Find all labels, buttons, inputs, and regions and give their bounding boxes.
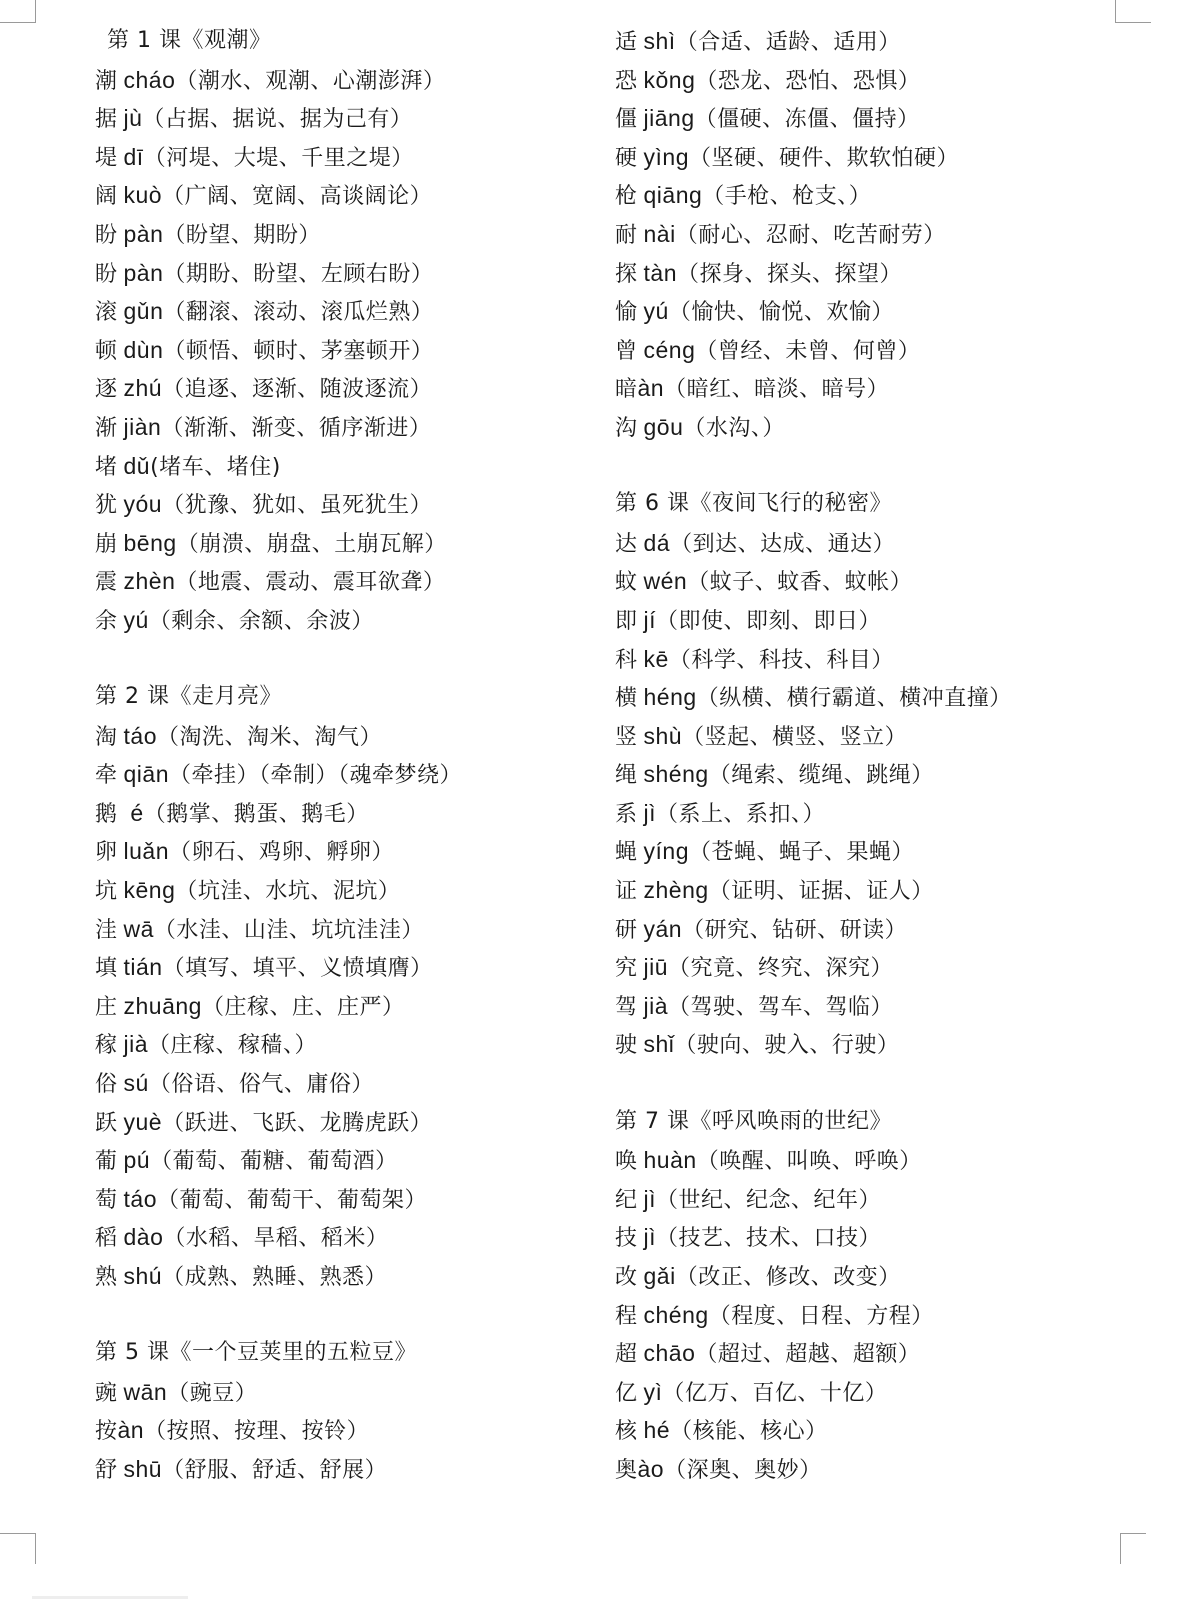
vocab-example-words: （唤醒、叫唤、呼唤） <box>696 1149 922 1175</box>
vocab-entry <box>615 871 1175 910</box>
vocab-entry <box>95 1411 575 1450</box>
vocab-pinyin: é <box>123 799 144 826</box>
vocab-entry <box>95 832 575 871</box>
vocab-example-words: （世纪、纪念、纪年） <box>656 1187 882 1213</box>
blank-spacer <box>95 640 575 679</box>
vocab-entry <box>95 1180 575 1219</box>
vocab-entry <box>615 408 1175 447</box>
vocab-character: 适 <box>615 30 638 55</box>
vocab-pinyin: chéng <box>643 1301 709 1328</box>
vocab-pinyin: dào <box>123 1224 164 1251</box>
vocab-example-words: （填写、填平、义愤填膺） <box>162 956 433 982</box>
vocab-example-words: （证明、证据、证人） <box>708 879 934 905</box>
vocab-entry <box>95 176 575 215</box>
vocab-pinyin: dá <box>643 529 671 556</box>
vocab-character: 硬 <box>615 145 638 171</box>
vocab-example-words: （占据、据说、据为己有） <box>142 107 413 133</box>
vocab-character: 核 <box>615 1419 638 1445</box>
lesson-title: 第 7 课《呼风唤雨的世纪》 <box>615 1108 892 1134</box>
vocab-example-words: （合适、适龄、适用） <box>675 30 901 55</box>
vocab-entry <box>95 61 575 100</box>
vocab-character: 堵 <box>95 454 118 480</box>
vocab-pinyin: jì <box>643 1224 657 1251</box>
vocab-pinyin: yú <box>643 298 669 325</box>
vocab-example-words: （葡萄、葡萄干、葡萄架） <box>157 1187 428 1213</box>
vocab-character: 科 <box>615 647 638 673</box>
vocab-pinyin: zhú <box>123 375 163 402</box>
vocab-example-words: （广阔、宽阔、高谈阔论） <box>162 184 433 210</box>
vocab-character: 犹 <box>95 493 118 519</box>
vocab-example-words: （牵挂）（牵制）（魂牵梦绕） <box>169 763 463 789</box>
vocab-entry <box>615 99 1175 138</box>
vocab-pinyin: kē <box>643 645 669 672</box>
vocab-entry <box>95 254 575 293</box>
vocab-example-words: （卵石、鸡卵、孵卵） <box>169 840 395 866</box>
vocab-character: 坑 <box>95 879 118 905</box>
vocab-character: 盼 <box>95 222 118 248</box>
vocab-example-words: （期盼、盼望、左顾右盼） <box>163 261 434 287</box>
vocab-entry <box>615 1450 1175 1489</box>
vocab-entry <box>615 369 1175 408</box>
vocab-entry <box>615 910 1175 949</box>
vocab-example-words: （水洼、山洼、坑坑洼洼） <box>153 917 424 943</box>
vocab-example-words: （研究、钻研、研读） <box>682 917 908 943</box>
vocab-entry <box>95 1450 575 1489</box>
vocab-pinyin: jì <box>643 799 657 826</box>
vocab-character: 按 <box>95 1419 118 1445</box>
vocab-entry <box>95 987 575 1026</box>
vocab-character: 盼 <box>95 261 118 287</box>
vocab-example-words: （俗语、俗气、庸俗） <box>148 1072 374 1098</box>
vocab-entry <box>95 1257 575 1296</box>
vocab-character: 堤 <box>95 145 118 171</box>
vocab-example-words: （手枪、枪支、） <box>702 184 872 210</box>
vocab-example-words: （水稻、旱稻、稻米） <box>163 1226 389 1252</box>
vocab-pinyin: qiāng <box>643 182 703 209</box>
vocab-example-words: （庄稼、庄、庄严） <box>201 994 405 1020</box>
vocab-character: 顿 <box>95 338 118 364</box>
vocab-character: 僵 <box>615 107 638 133</box>
vocab-pinyin: jù <box>123 105 143 132</box>
vocab-example-words: （深奥、奥妙） <box>664 1457 822 1483</box>
vocab-example-words: （暗红、暗淡、暗号） <box>664 377 890 403</box>
vocab-entry <box>95 910 575 949</box>
lesson-heading <box>95 22 575 61</box>
vocab-character: 余 <box>95 608 118 634</box>
vocab-pinyin: ào <box>637 1455 665 1482</box>
vocab-entry <box>615 1180 1175 1219</box>
vocab-entry <box>615 1218 1175 1257</box>
vocab-character: 据 <box>95 107 118 133</box>
vocab-pinyin: céng <box>643 336 696 363</box>
vocab-entry <box>95 485 575 524</box>
vocab-pinyin: shǐ <box>643 1031 675 1058</box>
vocab-entry <box>95 948 575 987</box>
vocab-character: 纪 <box>615 1187 638 1213</box>
vocab-example-words: （顿悟、顿时、茅塞顿开） <box>163 338 434 364</box>
vocab-example-words: （潮水、观潮、心潮澎湃） <box>175 68 446 94</box>
vocab-pinyin: gǎi <box>643 1263 676 1289</box>
vocab-pinyin: yìng <box>643 143 689 170</box>
vocab-pinyin: yíng <box>643 838 689 865</box>
vocab-example-words: （恐龙、恐怕、恐惧） <box>695 68 921 94</box>
vocab-entry <box>95 1025 575 1064</box>
vocab-pinyin: zhuāng <box>123 992 202 1019</box>
blank-spacer <box>615 1064 1175 1103</box>
vocab-pinyin: qiān <box>123 761 169 788</box>
lesson-heading <box>615 485 1175 524</box>
vocab-entry <box>615 601 1175 640</box>
vocab-example-words: （豌豆） <box>167 1380 258 1406</box>
vocab-character: 枪 <box>615 184 638 210</box>
vocab-entry <box>95 99 575 138</box>
lesson-heading <box>95 678 575 717</box>
vocab-character: 淘 <box>95 724 118 750</box>
vocab-example-words: （竖起、横竖、竖立） <box>682 724 908 750</box>
vocab-character: 鹅 <box>95 801 118 827</box>
vocab-character: 崩 <box>95 531 118 557</box>
vocab-pinyin: gǔn <box>123 298 164 325</box>
vocab-character: 舒 <box>95 1457 118 1483</box>
page-corner-mark-top-left <box>0 0 36 23</box>
vocab-character: 潮 <box>95 68 118 94</box>
vocab-character: 稻 <box>95 1226 118 1252</box>
vocab-pinyin: wān <box>123 1378 168 1405</box>
vocab-pinyin: jiāng <box>643 105 695 132</box>
vocab-pinyin: bēng <box>123 529 177 556</box>
vocab-entry <box>95 871 575 910</box>
vocab-column-right <box>615 22 1175 1489</box>
vocab-entry <box>95 524 575 563</box>
blank-spacer <box>615 447 1175 486</box>
vocab-entry <box>615 1296 1175 1335</box>
vocab-example-words: （程度、日程、方程） <box>708 1303 934 1329</box>
vocab-example-words: （僵硬、冻僵、僵持） <box>694 107 920 133</box>
vocab-example-words: （翻滚、滚动、滚瓜烂熟） <box>163 300 434 326</box>
vocab-example-words: （地震、震动、震耳欲聋） <box>175 570 446 596</box>
vocab-example-words: （葡萄、葡糖、葡萄酒） <box>150 1149 398 1175</box>
vocab-pinyin: táo <box>123 722 157 749</box>
vocab-example-words: （盼望、期盼） <box>163 222 321 248</box>
vocab-entry <box>95 138 575 177</box>
vocab-entry <box>95 447 575 486</box>
vocab-example-words: （纵横、横行霸道、横冲直撞） <box>696 686 1012 712</box>
lesson-title: 第 5 课《一个豆荚里的五粒豆》 <box>95 1340 417 1366</box>
vocab-character: 葡 <box>95 1149 118 1175</box>
vocab-pinyin: zhèn <box>123 568 176 595</box>
vocab-character: 牵 <box>95 763 118 789</box>
vocab-character: 洼 <box>95 917 118 943</box>
vocab-example-words: （庄稼、稼穑、） <box>148 1033 318 1059</box>
vocab-example-words: （科学、科技、科目） <box>668 647 894 673</box>
vocab-pinyin: hé <box>643 1417 671 1444</box>
vocab-example-words: （鹅掌、鹅蛋、鹅毛） <box>143 801 369 827</box>
vocab-entry <box>615 755 1175 794</box>
vocab-entry <box>615 61 1175 100</box>
vocab-character: 暗 <box>615 377 638 403</box>
vocab-example-words: （核能、核心） <box>670 1419 828 1445</box>
vocab-character: 绳 <box>615 763 638 789</box>
vocab-example-words: （苍蝇、蝇子、果蝇） <box>689 840 915 866</box>
vocab-example-words: （淘洗、淘米、淘气） <box>157 724 383 750</box>
vocab-example-words: （水沟、） <box>683 415 785 441</box>
vocab-entry <box>615 1025 1175 1064</box>
vocab-example-words: （剩余、余额、余波） <box>148 608 374 634</box>
vocab-pinyin: sú <box>123 1070 149 1097</box>
vocab-pinyin: kēng <box>123 877 176 904</box>
vocab-character: 熟 <box>95 1265 118 1290</box>
vocab-pinyin: chāo <box>643 1340 696 1367</box>
vocab-example-words: （愉快、愉悦、欢愉） <box>668 300 894 326</box>
vocab-example-words: （犹豫、犹如、虽死犹生） <box>162 493 433 519</box>
vocab-pinyin: àn <box>637 375 665 402</box>
vocab-character: 沟 <box>615 415 638 441</box>
vocab-entry <box>615 254 1175 293</box>
vocab-pinyin: yú <box>123 606 149 633</box>
vocab-pinyin: shéng <box>643 761 709 788</box>
vocab-example-words: （即使、即刻、即日） <box>656 608 882 634</box>
vocab-character: 愉 <box>615 300 638 326</box>
vocab-example-words: （蚊子、蚊香、蚊帐） <box>687 570 913 596</box>
vocab-example-words: （成熟、熟睡、熟悉） <box>162 1265 388 1290</box>
vocab-character: 震 <box>95 570 118 596</box>
vocab-entry <box>615 948 1175 987</box>
vocab-character: 驶 <box>615 1033 638 1059</box>
vocab-entry <box>95 369 575 408</box>
vocab-example-words: （到达、达成、通达） <box>670 531 896 557</box>
vocab-character: 豌 <box>95 1380 118 1406</box>
lesson-heading <box>95 1334 575 1373</box>
vocab-character: 奥 <box>615 1457 638 1483</box>
vocab-character: 技 <box>615 1226 638 1252</box>
vocab-pinyin: shì <box>643 28 676 54</box>
vocab-pinyin: jià <box>123 1031 149 1058</box>
vocab-entry <box>615 176 1175 215</box>
vocab-entry <box>615 524 1175 563</box>
vocab-entry <box>95 1218 575 1257</box>
vocab-entry <box>615 717 1175 756</box>
vocab-entry <box>95 215 575 254</box>
vocab-pinyin: jí <box>643 606 657 633</box>
vocab-character: 渐 <box>95 415 118 441</box>
vocab-pinyin: jià <box>643 992 669 1019</box>
vocab-pinyin: shū <box>123 1455 163 1482</box>
vocab-entry <box>95 562 575 601</box>
vocab-entry <box>615 138 1175 177</box>
vocab-character: 阔 <box>95 184 118 210</box>
vocab-character: 曾 <box>615 338 638 364</box>
vocab-entry <box>615 1141 1175 1180</box>
vocab-entry <box>615 562 1175 601</box>
vocab-character: 庄 <box>95 994 118 1020</box>
vocab-character: 唤 <box>615 1149 638 1175</box>
vocab-character: 程 <box>615 1303 638 1329</box>
vocab-pinyin: dī <box>123 143 144 170</box>
vocab-entry <box>615 292 1175 331</box>
vocab-character: 超 <box>615 1342 638 1368</box>
vocab-pinyin: zhèng <box>643 877 709 904</box>
vocab-pinyin: kǒng <box>643 66 696 93</box>
vocab-example-words: （河堤、大堤、千里之堤） <box>143 145 414 171</box>
vocab-entry <box>615 331 1175 370</box>
vocab-example-words: （曾经、未曾、何曾） <box>695 338 921 364</box>
vocab-entry <box>95 408 575 447</box>
vocab-pinyin: héng <box>643 684 697 711</box>
vocab-example-words: （坚硬、硬件、欺软怕硬） <box>689 145 960 171</box>
vocab-character: 系 <box>615 801 638 827</box>
vocab-pinyin: pàn <box>123 220 164 247</box>
vocab-pinyin: luǎn <box>123 838 169 865</box>
vocab-character: 横 <box>615 686 638 712</box>
vocab-pinyin: pàn <box>123 259 164 286</box>
vocab-character: 填 <box>95 956 118 982</box>
vocab-character: 亿 <box>615 1380 638 1406</box>
page-corner-mark-top-right <box>1115 0 1151 23</box>
vocab-character: 即 <box>615 608 638 634</box>
vocab-entry <box>615 832 1175 871</box>
vocab-character: 驾 <box>615 994 638 1020</box>
vocab-character: 稼 <box>95 1033 118 1059</box>
vocab-entry <box>615 794 1175 833</box>
vocab-character: 逐 <box>95 377 118 403</box>
vocab-example-words: （改正、修改、改变） <box>675 1265 901 1290</box>
vocab-entry <box>615 1257 1175 1296</box>
vocab-pinyin: shù <box>643 722 683 749</box>
vocab-character: 证 <box>615 879 638 905</box>
vocab-character: 跃 <box>95 1110 118 1136</box>
vocab-character: 究 <box>615 956 638 982</box>
vocab-pinyin: jiàn <box>123 413 162 440</box>
vocab-pinyin: huàn <box>643 1147 697 1174</box>
vocab-pinyin: gōu <box>643 413 684 440</box>
vocab-pinyin: tián <box>123 954 163 981</box>
vocab-character: 恐 <box>615 68 638 94</box>
vocab-pinyin: wén <box>643 568 688 595</box>
vocab-pinyin: dǔ <box>123 452 151 479</box>
vocab-example-words: （探身、探头、探望） <box>677 261 903 287</box>
vocab-example-words: （舒服、舒适、舒展） <box>162 1457 388 1483</box>
vocab-entry <box>615 22 1175 61</box>
vocab-pinyin: yóu <box>123 491 163 518</box>
vocab-character: 俗 <box>95 1072 118 1098</box>
vocab-example-words: （渐渐、渐变、循序渐进） <box>161 415 432 441</box>
vocab-example-words: （驾驶、驾车、驾临） <box>668 994 894 1020</box>
vocab-character: 探 <box>615 261 638 287</box>
vocab-example-words: （耐心、忍耐、吃苦耐劳） <box>675 222 946 248</box>
vocab-entry <box>95 331 575 370</box>
vocab-example-words: （绳索、缆绳、跳绳） <box>708 763 934 789</box>
vocab-example-words: (堵车、堵住) <box>150 454 281 480</box>
vocab-pinyin: jì <box>643 1185 657 1212</box>
vocab-entry <box>615 640 1175 679</box>
vocab-example-words: （究竟、终究、深究） <box>668 956 894 982</box>
vocab-example-words: （技艺、技术、口技） <box>656 1226 882 1252</box>
vocab-entry <box>95 1064 575 1103</box>
vocab-pinyin: yán <box>643 915 683 942</box>
vocab-example-words: （驶向、驶入、行驶） <box>674 1033 900 1059</box>
vocab-column-left <box>95 22 575 1489</box>
vocab-entry <box>615 987 1175 1026</box>
page-corner-mark-bottom-right <box>1120 1533 1146 1564</box>
vocab-character: 竖 <box>615 724 638 750</box>
vocab-entry <box>95 794 575 833</box>
vocab-pinyin: táo <box>123 1185 157 1212</box>
vocab-pinyin: yì <box>643 1378 663 1405</box>
lesson-title: 第 2 课《走月亮》 <box>95 684 282 710</box>
vocab-example-words: （跃进、飞跃、龙腾虎跃） <box>162 1110 433 1136</box>
vocab-entry <box>95 1141 575 1180</box>
vocab-entry <box>95 1103 575 1142</box>
lesson-title: 第 6 课《夜间飞行的秘密》 <box>615 491 892 517</box>
vocab-entry <box>615 1334 1175 1373</box>
vocab-character: 蚊 <box>615 570 638 596</box>
vocab-entry <box>615 215 1175 254</box>
vocab-entry <box>615 1411 1175 1450</box>
vocab-example-words: （追逐、逐渐、随波逐流） <box>162 377 433 403</box>
vocab-character: 达 <box>615 531 638 557</box>
vocab-pinyin: cháo <box>123 66 176 93</box>
vocab-example-words: （崩溃、崩盘、土崩瓦解） <box>176 531 447 557</box>
vocab-character: 蝇 <box>615 840 638 866</box>
vocab-entry <box>95 601 575 640</box>
vocab-entry <box>95 755 575 794</box>
lesson-title: 第 1 课《观潮》 <box>107 28 272 53</box>
vocab-example-words: （亿万、百亿、十亿） <box>662 1380 888 1406</box>
vocab-character: 耐 <box>615 222 638 248</box>
lesson-heading <box>615 1103 1175 1142</box>
vocab-pinyin: jiū <box>643 954 669 981</box>
vocab-pinyin: pú <box>123 1147 151 1174</box>
vocab-example-words: （坑洼、水坑、泥坑） <box>175 879 401 905</box>
vocab-character: 改 <box>615 1265 638 1290</box>
vocab-entry <box>95 292 575 331</box>
vocab-entry <box>95 717 575 756</box>
vocab-pinyin: shú <box>123 1263 163 1289</box>
vocab-example-words: （按照、按理、按铃） <box>144 1419 370 1445</box>
vocab-character: 研 <box>615 917 638 943</box>
vocab-character: 滚 <box>95 300 118 326</box>
page-corner-mark-bottom-left <box>0 1533 36 1564</box>
vocab-pinyin: nài <box>643 220 676 247</box>
blank-spacer <box>95 1296 575 1335</box>
vocab-character: 萄 <box>95 1187 118 1213</box>
vocab-character: 卵 <box>95 840 118 866</box>
vocab-entry <box>615 1373 1175 1412</box>
vocab-example-words: （系上、系扣、） <box>656 801 826 827</box>
vocab-entry <box>95 1373 575 1412</box>
vocab-pinyin: yuè <box>123 1108 163 1135</box>
vocab-pinyin: dùn <box>123 336 164 363</box>
vocab-example-words: （超过、超越、超额） <box>695 1342 921 1368</box>
vocab-entry <box>615 678 1175 717</box>
vocab-pinyin: àn <box>117 1417 145 1444</box>
vocab-pinyin: tàn <box>643 259 677 286</box>
vocab-pinyin: wā <box>123 915 154 942</box>
vocab-pinyin: kuò <box>123 182 163 209</box>
